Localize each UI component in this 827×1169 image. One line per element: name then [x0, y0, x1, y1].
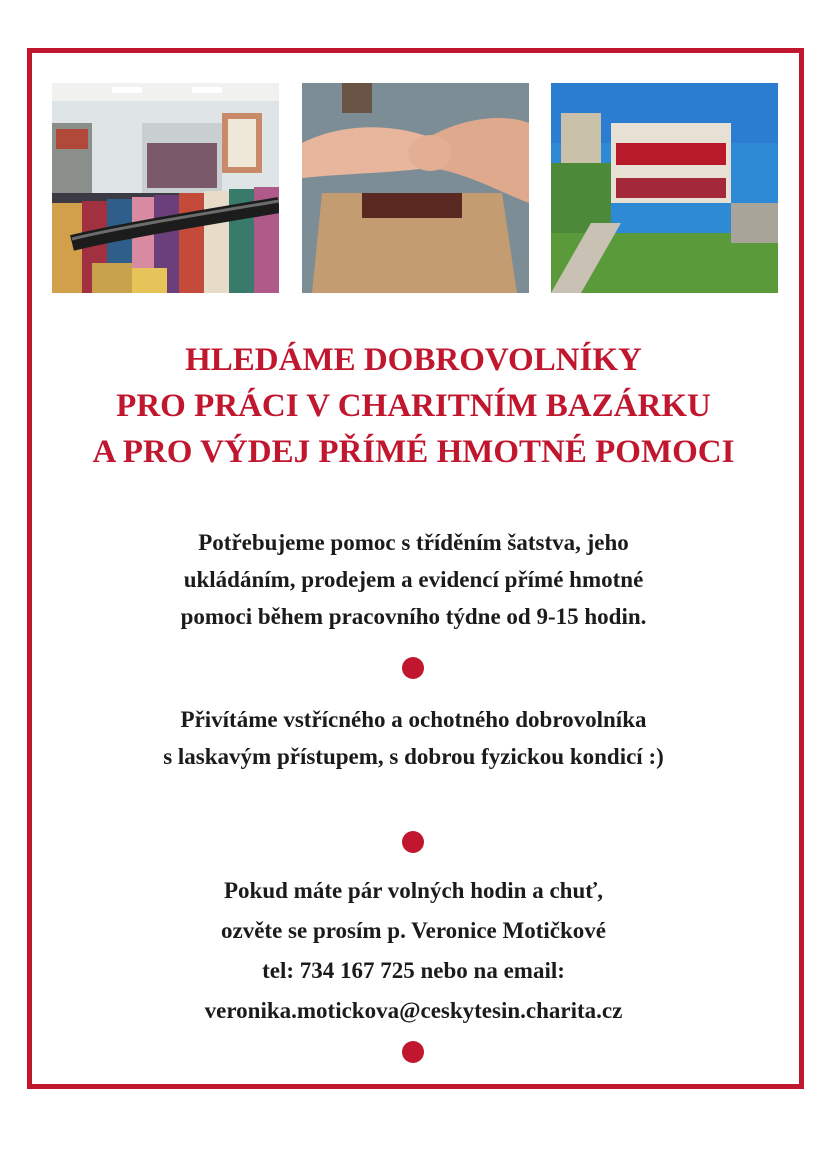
headline-line-1: HLEDÁME DOBROVOLNÍKY: [185, 342, 642, 378]
bullet-dot-3: [402, 1041, 424, 1063]
contact-email: veronika.motickova@ceskytesin.charita.cz: [204, 998, 623, 1023]
paragraph-volunteer-profile: [0, 701, 827, 775]
paragraph-task-description: [0, 524, 827, 635]
headline-line-2: PRO PRÁCI V CHARITNÍM BAZÁRKU: [116, 388, 711, 424]
contact-line-2: ozvěte se prosím p. Veronice Motičkové: [221, 918, 606, 943]
bullet-dot-1: [402, 657, 424, 679]
photo-shop-building: [551, 83, 778, 293]
paragraph2-line-2: s laskavým přístupem, s dobrou fyzickou kondicí :): [163, 744, 664, 769]
paragraph2-line-1: Přivítáme vstřícného a ochotného dobrovolníka: [180, 707, 647, 732]
paragraph1-line-2: ukládáním, prodejem a evidencí přímé hmotné: [183, 567, 644, 592]
headline: [0, 337, 827, 475]
paragraph-contact: [0, 871, 827, 1031]
paragraph1-line-1: Potřebujeme pomoc s tříděním šatstva, jeho: [198, 530, 629, 555]
contact-line-3: tel: 734 167 725 nebo na email:: [262, 958, 565, 983]
paragraph1-line-3: pomoci během pracovního týdne od 9-15 hodin.: [180, 604, 647, 629]
photo-clothing-rack: [52, 83, 279, 293]
headline-line-3: A PRO VÝDEJ PŘÍMÉ HMOTNÉ POMOCI: [92, 434, 735, 470]
contact-line-1: Pokud máte pár volných hodin a chuť,: [223, 878, 603, 903]
bullet-dot-2: [402, 831, 424, 853]
photo-paper-bag-handover: [302, 83, 529, 293]
